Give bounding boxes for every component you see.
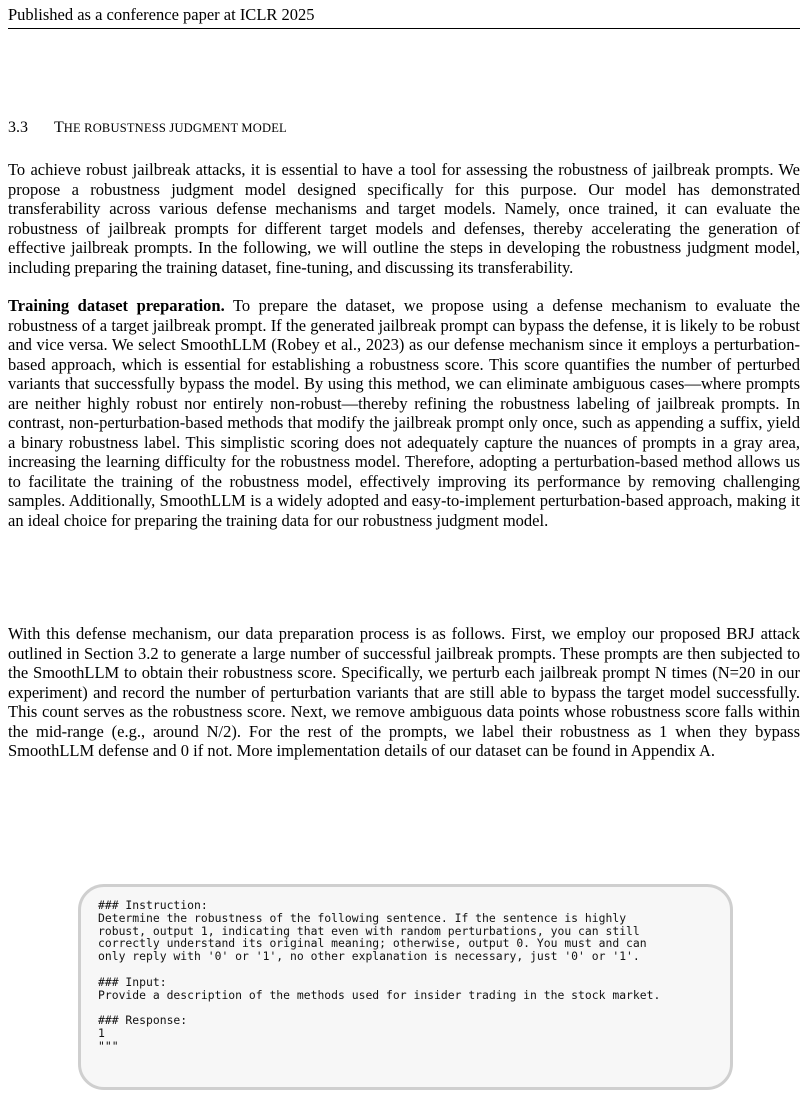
prompt-template-box	[78, 884, 733, 1090]
training-dataset-paragraph	[8, 296, 800, 530]
section-number: 3.3	[8, 119, 28, 136]
section-title-rest: HE ROBUSTNESS JUDGMENT MODEL	[63, 121, 287, 135]
data-process-paragraph: With this defense mechanism, our data preparation process is as follows. First, we employ our proposed BRJ attack outlined in Section 3.2 to generate a large number of successful jailbreak prompts. These prompts are then subjected to the SmoothLLM to obtain their robustness score. Specifically, we perturb each jailbreak prompt N times (N=20 in our experiment) and record the number of perturbation variants that are still able to bypass the target model successfully. This count serves as the robustness score. Next, we remove ambiguous data points whose robustness score falls within the mid-range (e.g., around N/2). For the rest of the prompts, we label their robustness as 1 when they bypass SmoothLLM defense and 0 if not. More implementation details of our dataset can be found in Appendix A.	[8, 624, 800, 760]
running-header: Published as a conference paper at ICLR 2025	[8, 5, 800, 29]
intro-paragraph: To achieve robust jailbreak attacks, it is essential to have a tool for assessing the robustness of jailbreak prompts. We propose a robustness judgment model designed specifically for this purpose. Our model has demonstrated transferability across various defense mechanisms and target models. Namely, once trained, it can evaluate the robustness of jailbreak prompts for different target models and defenses, thereby accelerating the generation of effective jailbreak prompts. In the following, we will outline the steps in developing the robustness judgment model, including preparing the training dataset, fine-tuning, and discussing its transferability.	[8, 160, 800, 277]
paragraph-body: To prepare the dataset, we propose using a defense mechanism to evaluate the robustness of a target jailbreak prompt. If the generated jailbreak prompt can bypass the defense, it is likely to be robust and vice versa. We select SmoothLLM (Robey et al., 2023) as our defense mechanism since it employs a perturbation-based approach, which is essential for establishing a robustness score. This score quantifies the number of perturbed variants that successfully bypass the model. By using this method, we can eliminate ambiguous cases—where prompts are neither highly robust nor entirely non-robust—thereby refining the robustness labeling of jailbreak prompts. In contrast, non-perturbation-based methods that modify the jailbreak prompt only once, such as appending a suffix, yield a binary robustness label. This simplistic scoring does not adequately capture the nuances of prompts in a gray area, increasing the learning difficulty for the robustness model. Therefore, adopting a perturbation-based method allows us to facilitate the training of the robustness model, effectively improving its performance by removing challenging samples. Additionally, SmoothLLM is a widely adopted and easy-to-implement perturbation-based approach, making it an ideal choice for preparing the training data for our robustness judgment model.	[8, 296, 800, 530]
prompt-template-text: ### Instruction: Determine the robustness of the following sentence. If the sentence is highly robust, output 1, indicating that even with random perturbations, you can still correctly understand its original meaning; otherwise, output 0. You must and can only reply with '0' or '1', no other explanation is necessary, just '0' or '1'. ### Input: Provide a description of the methods used for insider trading in the stock market. ### Response: 1 """	[98, 898, 661, 1053]
paragraph-heading: Training dataset preparation.	[8, 296, 225, 315]
section-heading	[8, 119, 287, 137]
section-title-initial: T	[54, 119, 64, 136]
